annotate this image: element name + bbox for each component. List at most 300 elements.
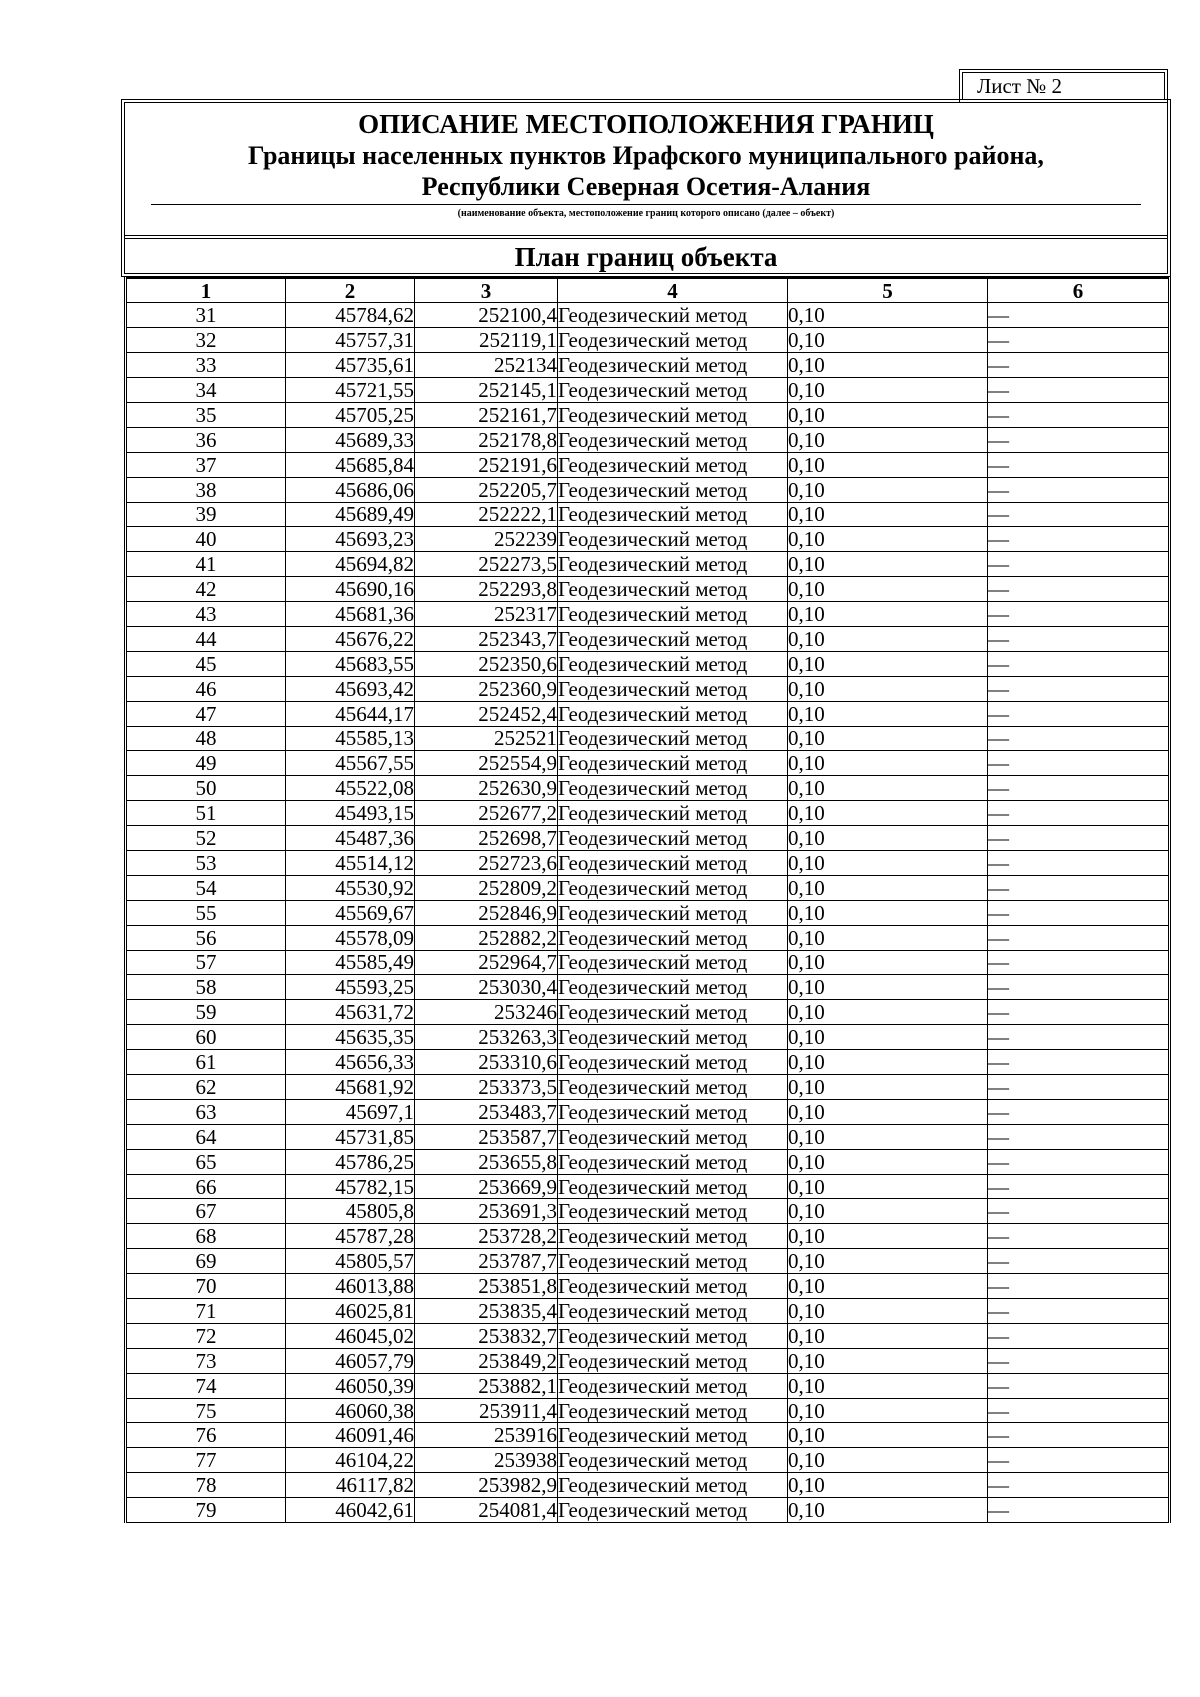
point-number-cell: 76 bbox=[126, 1423, 286, 1448]
y-coordinate-cell: 252178,8 bbox=[415, 427, 558, 452]
accuracy-cell: 0,10 bbox=[788, 1174, 988, 1199]
x-coordinate-cell: 45593,25 bbox=[286, 975, 415, 1000]
table-row bbox=[126, 378, 1170, 403]
point-number-cell: 66 bbox=[126, 1174, 286, 1199]
description-cell: — bbox=[988, 850, 1170, 875]
method-cell: Геодезический метод bbox=[558, 875, 788, 900]
table-row bbox=[126, 1174, 1170, 1199]
point-number-cell: 51 bbox=[126, 801, 286, 826]
method-cell: Геодезический метод bbox=[558, 925, 788, 950]
method-cell: Геодезический метод bbox=[558, 1448, 788, 1473]
method-cell: Геодезический метод bbox=[558, 1249, 788, 1274]
description-cell: — bbox=[988, 1323, 1170, 1348]
accuracy-cell: 0,10 bbox=[788, 850, 988, 875]
point-number-cell: 57 bbox=[126, 950, 286, 975]
x-coordinate-cell: 45805,8 bbox=[286, 1199, 415, 1224]
y-coordinate-cell: 253728,2 bbox=[415, 1224, 558, 1249]
description-cell: — bbox=[988, 552, 1170, 577]
method-cell: Геодезический метод bbox=[558, 751, 788, 776]
method-cell: Геодезический метод bbox=[558, 826, 788, 851]
point-number-cell: 69 bbox=[126, 1249, 286, 1274]
table-row bbox=[126, 1299, 1170, 1324]
x-coordinate-cell: 45697,1 bbox=[286, 1099, 415, 1124]
y-coordinate-cell: 253835,4 bbox=[415, 1299, 558, 1324]
description-cell: — bbox=[988, 1075, 1170, 1100]
y-coordinate-cell: 253787,7 bbox=[415, 1249, 558, 1274]
x-coordinate-cell: 45656,33 bbox=[286, 1050, 415, 1075]
table-row bbox=[126, 751, 1170, 776]
description-cell: — bbox=[988, 1124, 1170, 1149]
description-cell: — bbox=[988, 353, 1170, 378]
accuracy-cell: 0,10 bbox=[788, 651, 988, 676]
accuracy-cell: 0,10 bbox=[788, 477, 988, 502]
description-cell: — bbox=[988, 1149, 1170, 1174]
y-coordinate-cell: 253916 bbox=[415, 1423, 558, 1448]
table-row bbox=[126, 975, 1170, 1000]
table-row bbox=[126, 1075, 1170, 1100]
x-coordinate-cell: 46050,39 bbox=[286, 1373, 415, 1398]
method-cell: Геодезический метод bbox=[558, 676, 788, 701]
x-coordinate-cell: 45487,36 bbox=[286, 826, 415, 851]
method-cell: Геодезический метод bbox=[558, 1075, 788, 1100]
table-row bbox=[126, 1000, 1170, 1025]
table-row bbox=[126, 1224, 1170, 1249]
accuracy-cell: 0,10 bbox=[788, 577, 988, 602]
x-coordinate-cell: 45757,31 bbox=[286, 328, 415, 353]
y-coordinate-cell: 253587,7 bbox=[415, 1124, 558, 1149]
table-row bbox=[126, 1498, 1170, 1523]
x-coordinate-cell: 46091,46 bbox=[286, 1423, 415, 1448]
coordinates-table bbox=[124, 277, 1171, 1523]
y-coordinate-cell: 252846,9 bbox=[415, 900, 558, 925]
table-row bbox=[126, 826, 1170, 851]
x-coordinate-cell: 45530,92 bbox=[286, 875, 415, 900]
point-number-cell: 32 bbox=[126, 328, 286, 353]
y-coordinate-cell: 252205,7 bbox=[415, 477, 558, 502]
method-cell: Геодезический метод bbox=[558, 1124, 788, 1149]
accuracy-cell: 0,10 bbox=[788, 1274, 988, 1299]
y-coordinate-cell: 253263,3 bbox=[415, 1025, 558, 1050]
column-header: 3 bbox=[415, 278, 558, 303]
description-cell: — bbox=[988, 676, 1170, 701]
point-number-cell: 45 bbox=[126, 651, 286, 676]
y-coordinate-cell: 252521 bbox=[415, 726, 558, 751]
description-cell: — bbox=[988, 875, 1170, 900]
description-cell: — bbox=[988, 1199, 1170, 1224]
method-cell: Геодезический метод bbox=[558, 527, 788, 552]
point-number-cell: 55 bbox=[126, 900, 286, 925]
method-cell: Геодезический метод bbox=[558, 701, 788, 726]
table-row bbox=[126, 1050, 1170, 1075]
accuracy-cell: 0,10 bbox=[788, 1249, 988, 1274]
y-coordinate-cell: 252293,8 bbox=[415, 577, 558, 602]
description-cell: — bbox=[988, 726, 1170, 751]
method-cell: Геодезический метод bbox=[558, 452, 788, 477]
method-cell: Геодезический метод bbox=[558, 900, 788, 925]
object-name-caption: (наименование объекта, местоположение границ которого описано (далее – объект) bbox=[457, 208, 835, 219]
y-coordinate-cell: 253882,1 bbox=[415, 1373, 558, 1398]
method-cell: Геодезический метод bbox=[558, 1149, 788, 1174]
divider-line bbox=[125, 238, 1167, 239]
x-coordinate-cell: 46117,82 bbox=[286, 1473, 415, 1498]
method-cell: Геодезический метод bbox=[558, 1323, 788, 1348]
description-cell: — bbox=[988, 427, 1170, 452]
description-cell: — bbox=[988, 1274, 1170, 1299]
point-number-cell: 41 bbox=[126, 552, 286, 577]
table-row bbox=[126, 303, 1170, 328]
x-coordinate-cell: 45690,16 bbox=[286, 577, 415, 602]
y-coordinate-cell: 253938 bbox=[415, 1448, 558, 1473]
accuracy-cell: 0,10 bbox=[788, 676, 988, 701]
method-cell: Геодезический метод bbox=[558, 1423, 788, 1448]
y-coordinate-cell: 253310,6 bbox=[415, 1050, 558, 1075]
point-number-cell: 60 bbox=[126, 1025, 286, 1050]
description-cell: — bbox=[988, 477, 1170, 502]
x-coordinate-cell: 45522,08 bbox=[286, 776, 415, 801]
y-coordinate-cell: 253832,7 bbox=[415, 1323, 558, 1348]
y-coordinate-cell: 252239 bbox=[415, 527, 558, 552]
description-cell: — bbox=[988, 452, 1170, 477]
point-number-cell: 64 bbox=[126, 1124, 286, 1149]
point-number-cell: 43 bbox=[126, 602, 286, 627]
table-row bbox=[126, 552, 1170, 577]
description-cell: — bbox=[988, 402, 1170, 427]
method-cell: Геодезический метод bbox=[558, 427, 788, 452]
description-cell: — bbox=[988, 1448, 1170, 1473]
description-cell: — bbox=[988, 1025, 1170, 1050]
x-coordinate-cell: 45721,55 bbox=[286, 378, 415, 403]
accuracy-cell: 0,10 bbox=[788, 1323, 988, 1348]
point-number-cell: 71 bbox=[126, 1299, 286, 1324]
accuracy-cell: 0,10 bbox=[788, 1149, 988, 1174]
point-number-cell: 40 bbox=[126, 527, 286, 552]
accuracy-cell: 0,10 bbox=[788, 1299, 988, 1324]
accuracy-cell: 0,10 bbox=[788, 552, 988, 577]
method-cell: Геодезический метод bbox=[558, 1050, 788, 1075]
x-coordinate-cell: 45585,49 bbox=[286, 950, 415, 975]
description-cell: — bbox=[988, 328, 1170, 353]
x-coordinate-cell: 45569,67 bbox=[286, 900, 415, 925]
method-cell: Геодезический метод bbox=[558, 1373, 788, 1398]
method-cell: Геодезический метод bbox=[558, 975, 788, 1000]
description-cell: — bbox=[988, 626, 1170, 651]
description-cell: — bbox=[988, 1423, 1170, 1448]
point-number-cell: 52 bbox=[126, 826, 286, 851]
table-row bbox=[126, 1448, 1170, 1473]
point-number-cell: 67 bbox=[126, 1199, 286, 1224]
table-row bbox=[126, 651, 1170, 676]
y-coordinate-cell: 252134 bbox=[415, 353, 558, 378]
x-coordinate-cell: 45784,62 bbox=[286, 303, 415, 328]
table-row bbox=[126, 875, 1170, 900]
accuracy-cell: 0,10 bbox=[788, 1498, 988, 1523]
table-row bbox=[126, 1099, 1170, 1124]
x-coordinate-cell: 45694,82 bbox=[286, 552, 415, 577]
method-cell: Геодезический метод bbox=[558, 602, 788, 627]
y-coordinate-cell: 252882,2 bbox=[415, 925, 558, 950]
point-number-cell: 36 bbox=[126, 427, 286, 452]
table-row bbox=[126, 1199, 1170, 1224]
x-coordinate-cell: 45683,55 bbox=[286, 651, 415, 676]
table-row bbox=[126, 850, 1170, 875]
description-cell: — bbox=[988, 826, 1170, 851]
accuracy-cell: 0,10 bbox=[788, 701, 988, 726]
y-coordinate-cell: 252119,1 bbox=[415, 328, 558, 353]
accuracy-cell: 0,10 bbox=[788, 303, 988, 328]
method-cell: Геодезический метод bbox=[558, 502, 788, 527]
table-row bbox=[126, 626, 1170, 651]
method-cell: Геодезический метод bbox=[558, 303, 788, 328]
divider-line bbox=[125, 235, 1167, 236]
y-coordinate-cell: 252677,2 bbox=[415, 801, 558, 826]
y-coordinate-cell: 252630,9 bbox=[415, 776, 558, 801]
description-cell: — bbox=[988, 950, 1170, 975]
description-cell: — bbox=[988, 801, 1170, 826]
table-row bbox=[126, 1473, 1170, 1498]
document-header bbox=[124, 102, 1168, 274]
description-cell: — bbox=[988, 1498, 1170, 1523]
column-header: 4 bbox=[558, 278, 788, 303]
y-coordinate-cell: 252350,6 bbox=[415, 651, 558, 676]
x-coordinate-cell: 45705,25 bbox=[286, 402, 415, 427]
point-number-cell: 37 bbox=[126, 452, 286, 477]
method-cell: Геодезический метод bbox=[558, 1299, 788, 1324]
y-coordinate-cell: 252964,7 bbox=[415, 950, 558, 975]
y-coordinate-cell: 253246 bbox=[415, 1000, 558, 1025]
point-number-cell: 68 bbox=[126, 1224, 286, 1249]
description-cell: — bbox=[988, 1224, 1170, 1249]
point-number-cell: 47 bbox=[126, 701, 286, 726]
column-header: 1 bbox=[126, 278, 286, 303]
table-row bbox=[126, 1323, 1170, 1348]
method-cell: Геодезический метод bbox=[558, 552, 788, 577]
accuracy-cell: 0,10 bbox=[788, 751, 988, 776]
point-number-cell: 65 bbox=[126, 1149, 286, 1174]
x-coordinate-cell: 45689,33 bbox=[286, 427, 415, 452]
column-header: 2 bbox=[286, 278, 415, 303]
method-cell: Геодезический метод bbox=[558, 1199, 788, 1224]
table-row bbox=[126, 452, 1170, 477]
x-coordinate-cell: 45782,15 bbox=[286, 1174, 415, 1199]
accuracy-cell: 0,10 bbox=[788, 527, 988, 552]
description-cell: — bbox=[988, 900, 1170, 925]
accuracy-cell: 0,10 bbox=[788, 1025, 988, 1050]
table-row bbox=[126, 776, 1170, 801]
point-number-cell: 72 bbox=[126, 1323, 286, 1348]
column-header: 6 bbox=[988, 278, 1170, 303]
y-coordinate-cell: 252222,1 bbox=[415, 502, 558, 527]
table-row bbox=[126, 477, 1170, 502]
accuracy-cell: 0,10 bbox=[788, 1398, 988, 1423]
table-row bbox=[126, 402, 1170, 427]
description-cell: — bbox=[988, 1249, 1170, 1274]
y-coordinate-cell: 252360,9 bbox=[415, 676, 558, 701]
method-cell: Геодезический метод bbox=[558, 1274, 788, 1299]
point-number-cell: 38 bbox=[126, 477, 286, 502]
y-coordinate-cell: 252100,4 bbox=[415, 303, 558, 328]
point-number-cell: 78 bbox=[126, 1473, 286, 1498]
point-number-cell: 34 bbox=[126, 378, 286, 403]
method-cell: Геодезический метод bbox=[558, 353, 788, 378]
accuracy-cell: 0,10 bbox=[788, 602, 988, 627]
table-body bbox=[126, 303, 1170, 1523]
method-cell: Геодезический метод bbox=[558, 477, 788, 502]
accuracy-cell: 0,10 bbox=[788, 925, 988, 950]
x-coordinate-cell: 46057,79 bbox=[286, 1348, 415, 1373]
y-coordinate-cell: 252343,7 bbox=[415, 626, 558, 651]
point-number-cell: 39 bbox=[126, 502, 286, 527]
table-row bbox=[126, 1149, 1170, 1174]
y-coordinate-cell: 252452,4 bbox=[415, 701, 558, 726]
point-number-cell: 79 bbox=[126, 1498, 286, 1523]
method-cell: Геодезический метод bbox=[558, 726, 788, 751]
column-header: 5 bbox=[788, 278, 988, 303]
table-row bbox=[126, 1398, 1170, 1423]
description-cell: — bbox=[988, 502, 1170, 527]
sheet-number-label: Лист № 2 bbox=[977, 74, 1063, 98]
accuracy-cell: 0,10 bbox=[788, 1473, 988, 1498]
x-coordinate-cell: 46060,38 bbox=[286, 1398, 415, 1423]
method-cell: Геодезический метод bbox=[558, 1224, 788, 1249]
method-cell: Геодезический метод bbox=[558, 402, 788, 427]
accuracy-cell: 0,10 bbox=[788, 402, 988, 427]
table-row bbox=[126, 502, 1170, 527]
accuracy-cell: 0,10 bbox=[788, 1050, 988, 1075]
accuracy-cell: 0,10 bbox=[788, 1075, 988, 1100]
accuracy-cell: 0,10 bbox=[788, 1373, 988, 1398]
accuracy-cell: 0,10 bbox=[788, 452, 988, 477]
point-number-cell: 42 bbox=[126, 577, 286, 602]
method-cell: Геодезический метод bbox=[558, 577, 788, 602]
x-coordinate-cell: 45685,84 bbox=[286, 452, 415, 477]
accuracy-cell: 0,10 bbox=[788, 801, 988, 826]
table-row bbox=[126, 1249, 1170, 1274]
point-number-cell: 33 bbox=[126, 353, 286, 378]
y-coordinate-cell: 253691,3 bbox=[415, 1199, 558, 1224]
accuracy-cell: 0,10 bbox=[788, 975, 988, 1000]
x-coordinate-cell: 45805,57 bbox=[286, 1249, 415, 1274]
method-cell: Геодезический метод bbox=[558, 1498, 788, 1523]
point-number-cell: 70 bbox=[126, 1274, 286, 1299]
table-header-row bbox=[126, 278, 1170, 303]
point-number-cell: 54 bbox=[126, 875, 286, 900]
point-number-cell: 46 bbox=[126, 676, 286, 701]
point-number-cell: 62 bbox=[126, 1075, 286, 1100]
method-cell: Геодезический метод bbox=[558, 1174, 788, 1199]
point-number-cell: 35 bbox=[126, 402, 286, 427]
accuracy-cell: 0,10 bbox=[788, 353, 988, 378]
x-coordinate-cell: 45693,42 bbox=[286, 676, 415, 701]
table-row bbox=[126, 328, 1170, 353]
description-cell: — bbox=[988, 651, 1170, 676]
description-cell: — bbox=[988, 1348, 1170, 1373]
accuracy-cell: 0,10 bbox=[788, 328, 988, 353]
x-coordinate-cell: 46042,61 bbox=[286, 1498, 415, 1523]
method-cell: Геодезический метод bbox=[558, 1348, 788, 1373]
table-row bbox=[126, 701, 1170, 726]
description-cell: — bbox=[988, 701, 1170, 726]
y-coordinate-cell: 252317 bbox=[415, 602, 558, 627]
method-cell: Геодезический метод bbox=[558, 1398, 788, 1423]
accuracy-cell: 0,10 bbox=[788, 427, 988, 452]
method-cell: Геодезический метод bbox=[558, 1000, 788, 1025]
y-coordinate-cell: 253373,5 bbox=[415, 1075, 558, 1100]
table-row bbox=[126, 577, 1170, 602]
sheet-number-box bbox=[962, 72, 1165, 100]
y-coordinate-cell: 252698,7 bbox=[415, 826, 558, 851]
point-number-cell: 59 bbox=[126, 1000, 286, 1025]
x-coordinate-cell: 45493,15 bbox=[286, 801, 415, 826]
table-row bbox=[126, 1124, 1170, 1149]
point-number-cell: 58 bbox=[126, 975, 286, 1000]
y-coordinate-cell: 253655,8 bbox=[415, 1149, 558, 1174]
x-coordinate-cell: 45578,09 bbox=[286, 925, 415, 950]
x-coordinate-cell: 45686,06 bbox=[286, 477, 415, 502]
table-row bbox=[126, 726, 1170, 751]
plan-title: План границ объекта bbox=[514, 242, 778, 272]
y-coordinate-cell: 253851,8 bbox=[415, 1274, 558, 1299]
point-number-cell: 53 bbox=[126, 850, 286, 875]
method-cell: Геодезический метод bbox=[558, 950, 788, 975]
y-coordinate-cell: 252554,9 bbox=[415, 751, 558, 776]
table-row bbox=[126, 427, 1170, 452]
table-row bbox=[126, 602, 1170, 627]
x-coordinate-cell: 45693,23 bbox=[286, 527, 415, 552]
point-number-cell: 56 bbox=[126, 925, 286, 950]
description-cell: — bbox=[988, 527, 1170, 552]
description-cell: — bbox=[988, 303, 1170, 328]
y-coordinate-cell: 253911,4 bbox=[415, 1398, 558, 1423]
point-number-cell: 63 bbox=[126, 1099, 286, 1124]
accuracy-cell: 0,10 bbox=[788, 1448, 988, 1473]
method-cell: Геодезический метод bbox=[558, 850, 788, 875]
table-row bbox=[126, 900, 1170, 925]
description-cell: — bbox=[988, 1050, 1170, 1075]
method-cell: Геодезический метод bbox=[558, 328, 788, 353]
accuracy-cell: 0,10 bbox=[788, 1000, 988, 1025]
x-coordinate-cell: 45681,92 bbox=[286, 1075, 415, 1100]
accuracy-cell: 0,10 bbox=[788, 950, 988, 975]
point-number-cell: 74 bbox=[126, 1373, 286, 1398]
description-cell: — bbox=[988, 1398, 1170, 1423]
x-coordinate-cell: 46104,22 bbox=[286, 1448, 415, 1473]
object-name-line-2: Республики Северная Осетия-Алания bbox=[421, 172, 871, 201]
accuracy-cell: 0,10 bbox=[788, 726, 988, 751]
x-coordinate-cell: 45644,17 bbox=[286, 701, 415, 726]
table-row bbox=[126, 801, 1170, 826]
method-cell: Геодезический метод bbox=[558, 626, 788, 651]
accuracy-cell: 0,10 bbox=[788, 776, 988, 801]
y-coordinate-cell: 252723,6 bbox=[415, 850, 558, 875]
x-coordinate-cell: 46045,02 bbox=[286, 1323, 415, 1348]
description-cell: — bbox=[988, 577, 1170, 602]
x-coordinate-cell: 46013,88 bbox=[286, 1274, 415, 1299]
accuracy-cell: 0,10 bbox=[788, 378, 988, 403]
x-coordinate-cell: 45681,36 bbox=[286, 602, 415, 627]
point-number-cell: 75 bbox=[126, 1398, 286, 1423]
description-cell: — bbox=[988, 1299, 1170, 1324]
accuracy-cell: 0,10 bbox=[788, 502, 988, 527]
method-cell: Геодезический метод bbox=[558, 1025, 788, 1050]
table-row bbox=[126, 1025, 1170, 1050]
table-row bbox=[126, 353, 1170, 378]
x-coordinate-cell: 45635,35 bbox=[286, 1025, 415, 1050]
accuracy-cell: 0,10 bbox=[788, 1224, 988, 1249]
x-coordinate-cell: 45731,85 bbox=[286, 1124, 415, 1149]
table-row bbox=[126, 1423, 1170, 1448]
x-coordinate-cell: 45689,49 bbox=[286, 502, 415, 527]
table-row bbox=[126, 527, 1170, 552]
